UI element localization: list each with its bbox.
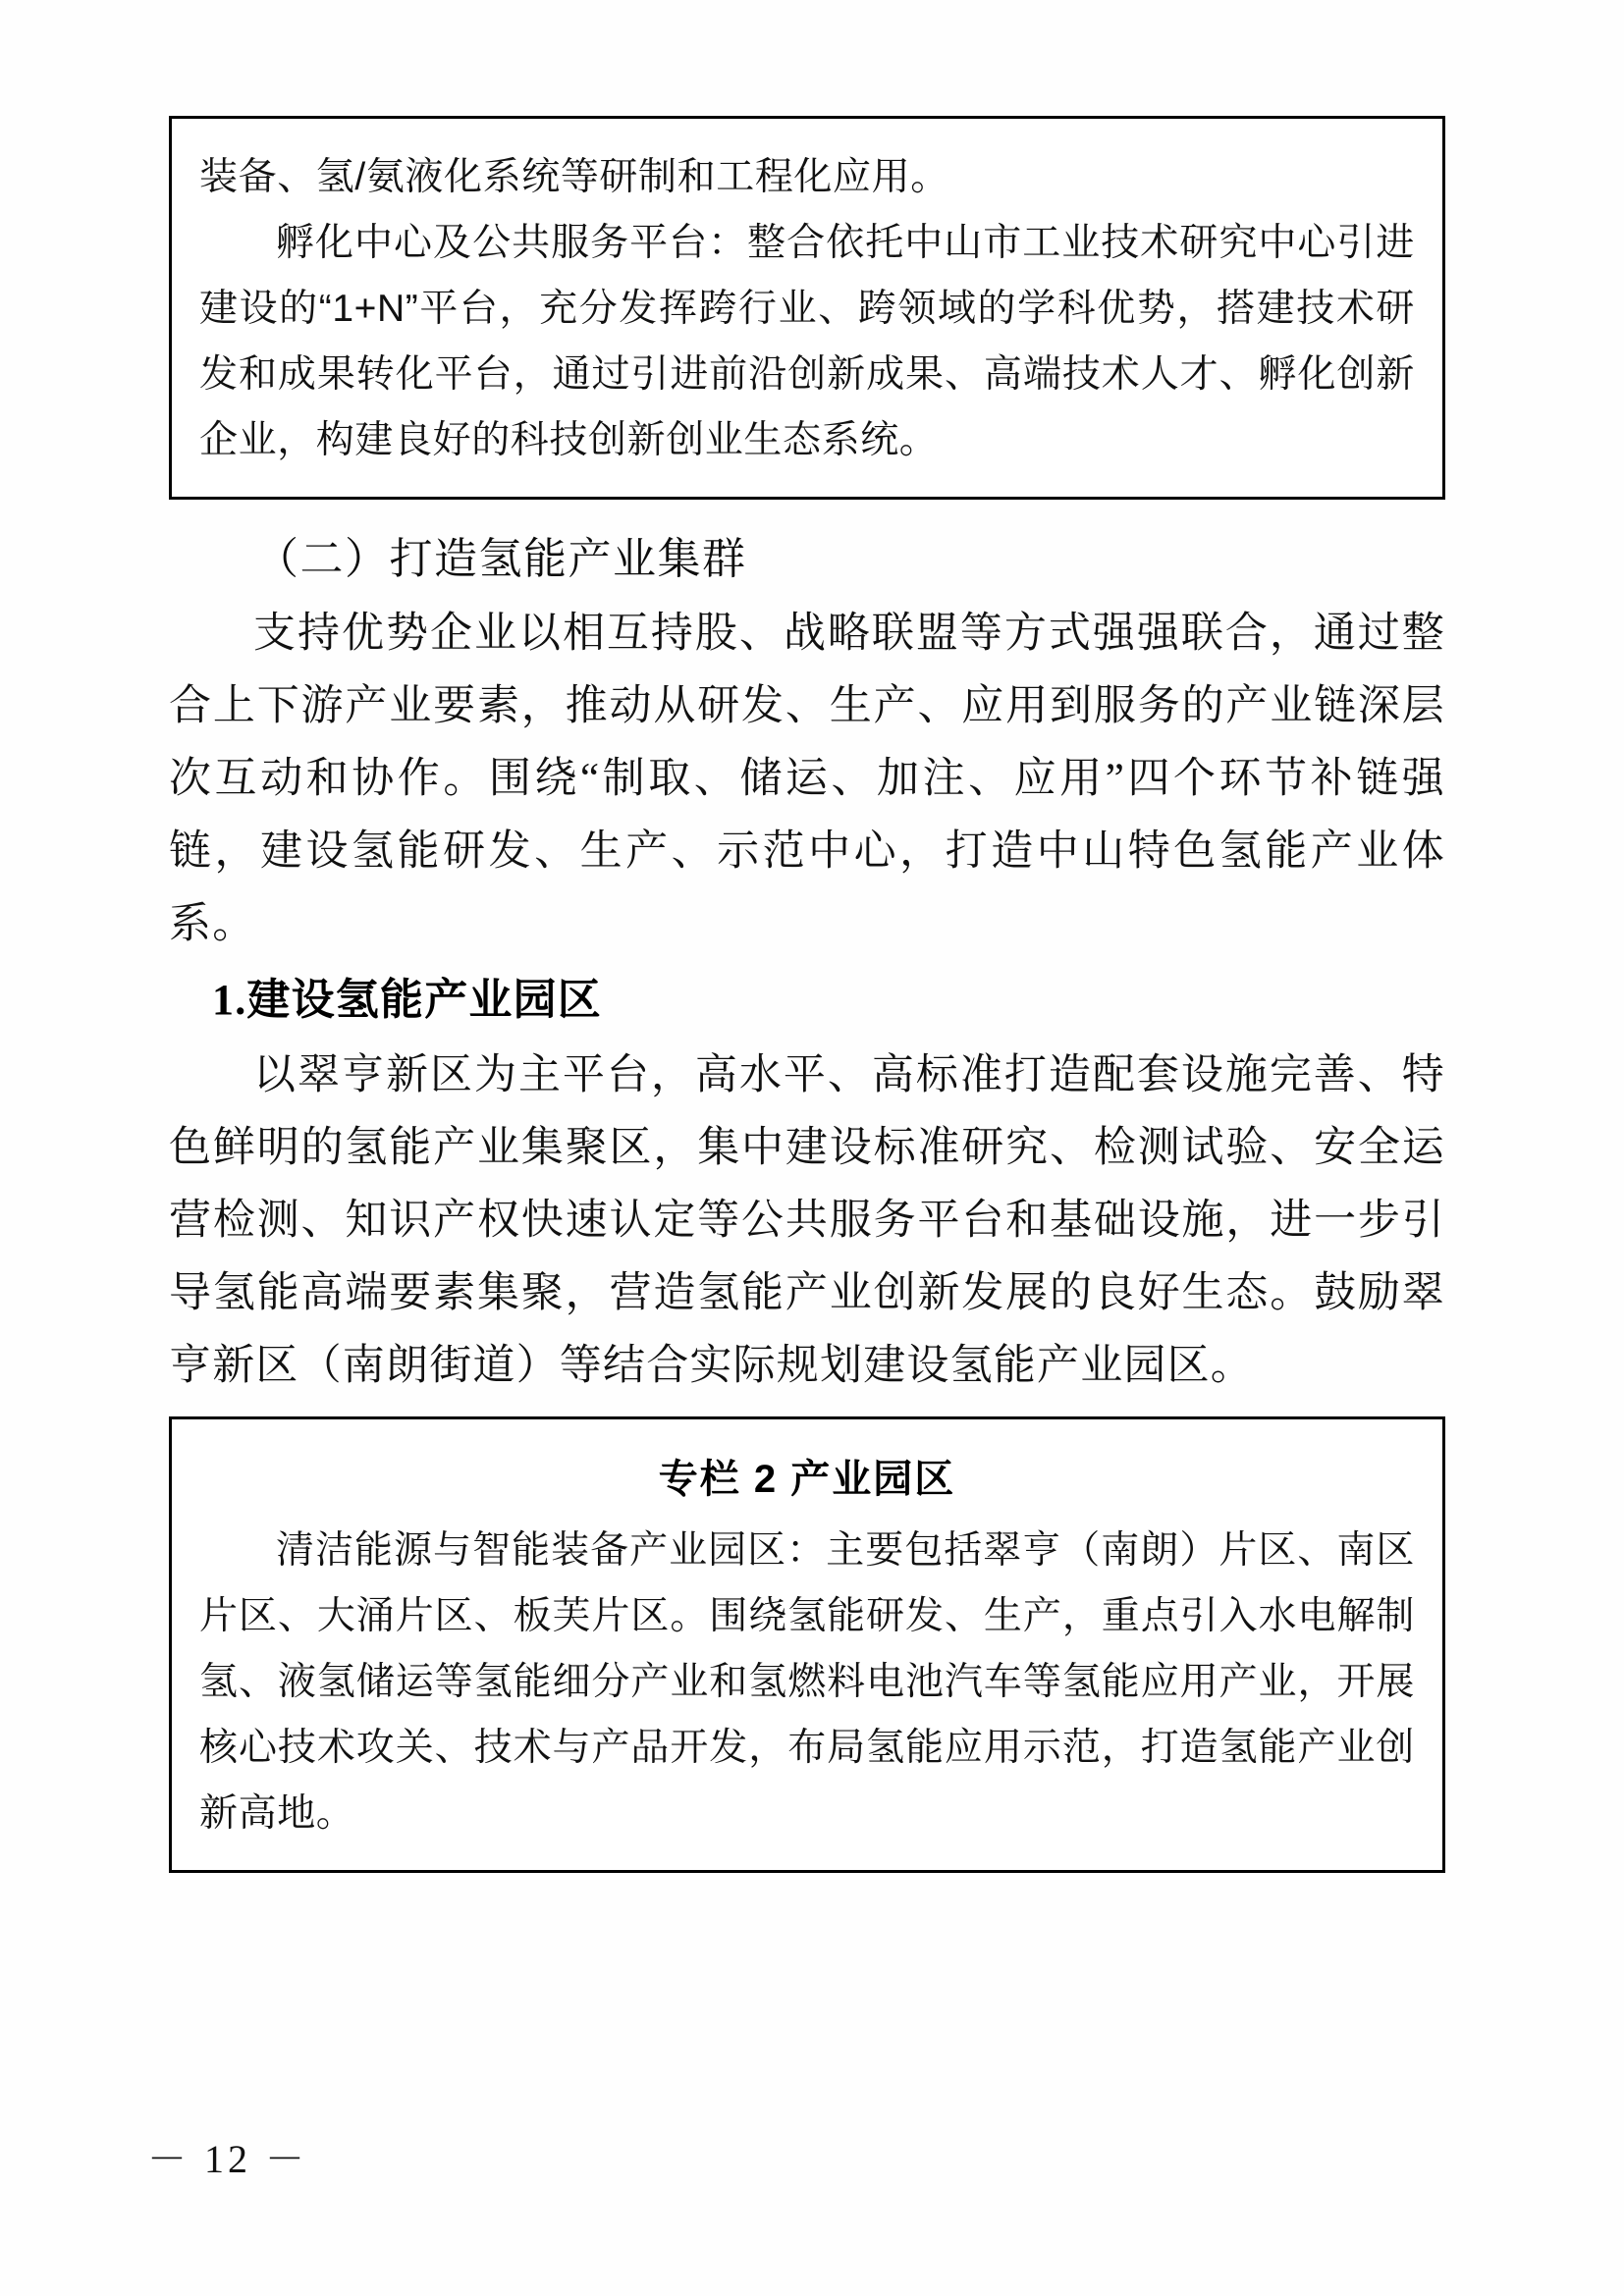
page-content [169, 116, 1445, 1873]
page-number: － 12 － [147, 2137, 308, 2181]
spacer [169, 1403, 1445, 1416]
callout-box-2 [169, 1416, 1445, 1873]
section-2-paragraph: 支持优势企业以相互持股、战略联盟等方式强强联合，通过整合上下游产业要素，推动从研发、生产、应用到服务的产业链深层次互动和协作。围绕“制取、储运、加注、应用”四个环节补链强链，建设氢能研发、生产、示范中心，打造中山特色氢能产业体系。 [169, 611, 1445, 947]
callout-1-paragraph: 孵化中心及公共服务平台：整合依托中山市工业技术研究中心引进建设的“1+N”平台，充分发挥跨行业、跨领域的学科优势，搭建技术研发和成果转化平台，通过引进前沿创新成果、高端技术人才、孵化创新企业，构建良好的科技创新创业生态系统。 [199, 222, 1415, 461]
subsection-1-paragraph: 以翠亨新区为主平台，高水平、高标准打造配套设施完善、特色鲜明的氢能产业集聚区，集中建设标准研究、检测试验、安全运营检测、知识产权快速认定等公共服务平台和基础设施，进一步引导氢能高端要素集聚，营造氢能产业创新发展的良好生态。鼓励翠亨新区（南朗街道）等结合实际规划建设氢能产业园区。 [169, 1052, 1445, 1389]
callout-1-continued-line: 装备、氢/氨液化系统等研制和工程化应用。 [199, 156, 949, 198]
callout-2-paragraph: 清洁能源与智能装备产业园区：主要包括翠亨（南朗）片区、南区片区、大涌片区、板芙片区。围绕氢能研发、生产，重点引入水电解制氢、液氢储运等氢能细分产业和氢燃料电池汽车等氢能应用产业，开展核心技术攻关、技术与产品开发，布局氢能应用示范，打造氢能产业创新高地。 [199, 1529, 1415, 1835]
section-heading-2: （二）打造氢能产业集群 [255, 535, 747, 583]
subsection-heading-1: 1.建设氢能产业园区 [212, 976, 602, 1024]
callout-box-continuation [169, 116, 1445, 500]
spacer [169, 500, 1445, 521]
callout-2-title: 专栏 2 产业园区 [658, 1458, 956, 1501]
